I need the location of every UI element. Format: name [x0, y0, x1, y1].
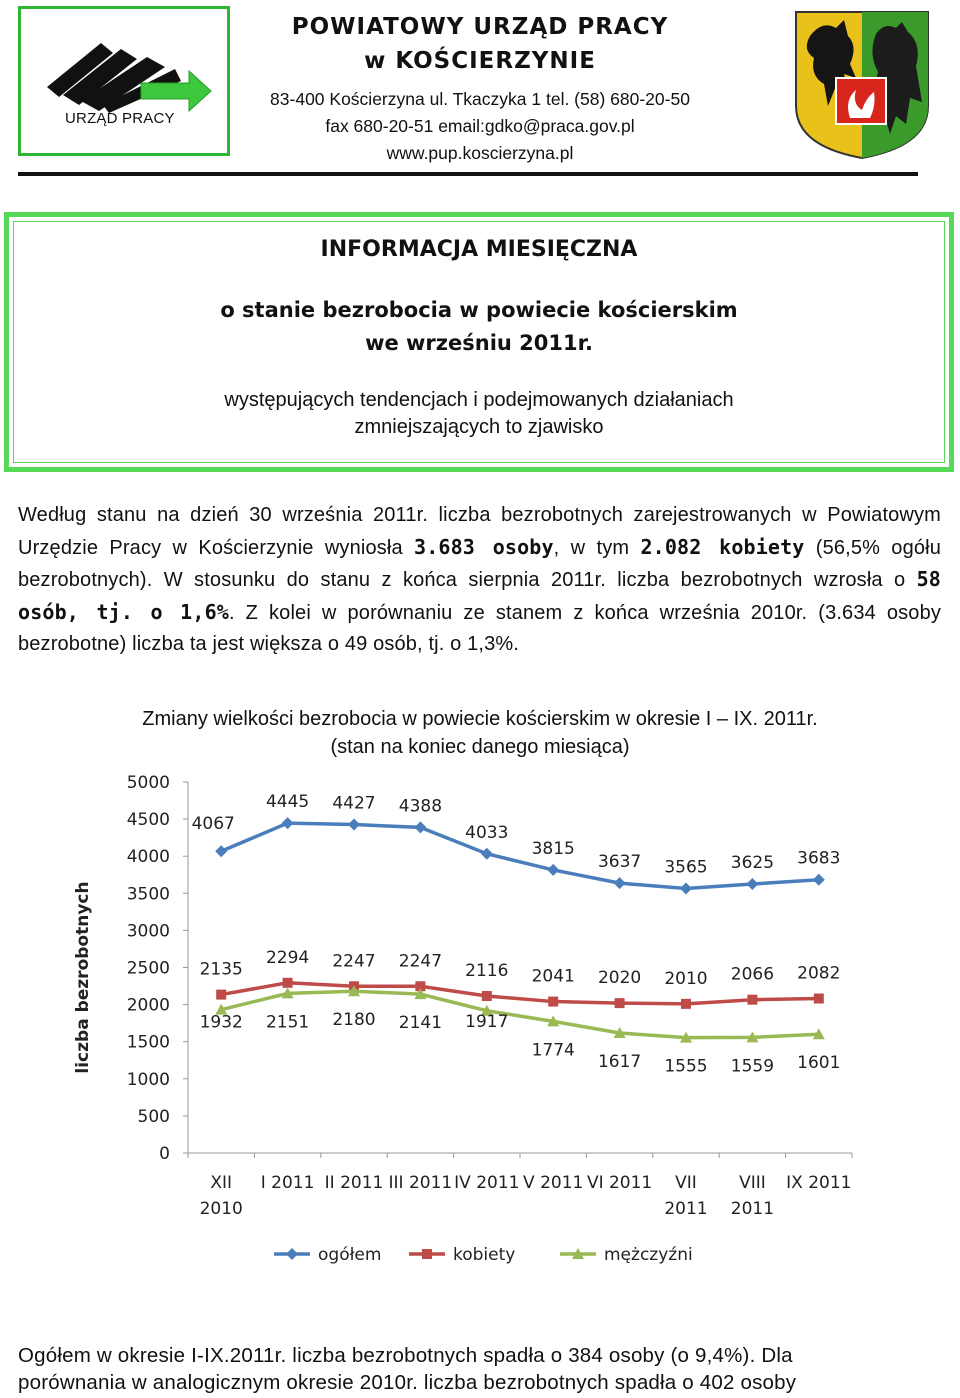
- data-point: [681, 999, 691, 1009]
- org-name-line2: w KOŚCIERZYNIE: [364, 48, 596, 74]
- y-tick-label: 5000: [126, 773, 170, 793]
- data-label: 3625: [730, 853, 775, 874]
- data-label: 2020: [597, 968, 642, 989]
- address-line2: fax 680-20-51 email:gdko@praca.gov.pl: [325, 116, 635, 136]
- para-text-1: Według stanu na dzień 30 września 2011r. liczba bezrobotnych zarejestrowanych w Powiatowym Urzędzie Pracy w Kościerzynie wyniosła: [18, 504, 941, 559]
- legend-marker: [286, 1248, 298, 1260]
- data-label: 3637: [597, 852, 642, 873]
- para-bold-women: 2.082 kobiety: [640, 534, 805, 559]
- data-point: [283, 978, 293, 988]
- data-label: 2135: [199, 959, 243, 980]
- x-category-label: XII: [210, 1173, 233, 1193]
- x-category-label: 2011: [664, 1199, 708, 1219]
- data-label: 2151: [265, 1012, 310, 1033]
- info-desc-line1: występujących tendencjach i podejmowanych działaniach: [224, 389, 734, 411]
- legend-label: mężczyźni: [604, 1245, 693, 1265]
- para-bold-increase: 58 osób, tj. o 1,6%: [18, 567, 941, 624]
- y-tick-label: 0: [159, 1144, 170, 1164]
- data-label: 2141: [398, 1013, 443, 1034]
- data-point: [813, 874, 825, 886]
- logo-text: URZĄD PRACY: [65, 110, 175, 127]
- data-point: [747, 995, 757, 1005]
- data-label: 1601: [797, 1053, 841, 1074]
- data-point: [482, 991, 492, 1001]
- para-text-4: . Z kolei w porównaniu ze stanem z końca września 2010r. (3.634 osoby bezrobotne) liczba ta jest większa o 49 osób, tj. o 1,3%.: [18, 601, 941, 655]
- chart-subtitle: (stan na koniec danego miesiąca): [330, 736, 630, 758]
- x-category-label: VIII: [739, 1173, 766, 1193]
- data-label: 4388: [398, 796, 443, 817]
- data-point: [548, 997, 558, 1007]
- legend-label: ogółem: [318, 1245, 382, 1265]
- data-label: 4067: [191, 814, 235, 835]
- y-tick-label: 1500: [126, 1032, 170, 1053]
- y-tick-label: 500: [137, 1106, 170, 1127]
- y-tick-label: 3500: [126, 884, 170, 905]
- data-label: 3815: [531, 838, 575, 859]
- data-label: 1932: [199, 1012, 243, 1033]
- x-category-label: VII: [675, 1173, 697, 1193]
- x-category-label: V 2011: [523, 1173, 584, 1193]
- data-point: [680, 882, 692, 894]
- urzad-pracy-logo: [18, 6, 230, 156]
- closing-line2: porównania w analogicznym okresie 2010r. liczba bezrobotnych spadła o 402 osoby: [18, 1371, 797, 1394]
- data-label: 2082: [797, 963, 841, 984]
- y-tick-label: 3000: [126, 921, 170, 942]
- chart-title: Zmiany wielkości bezrobocia w powiecie kościerskim w okresie I – IX. 2011r.: [142, 708, 818, 730]
- para-text-3: (56,5% ogółu bezrobotnych). W stosunku do stanu z końca sierpnia 2011r. liczba bezrobotnych wzrosła o: [18, 536, 941, 591]
- x-category-label: IV 2011: [454, 1173, 520, 1193]
- para-bold-total: 3.683 osoby: [414, 534, 554, 559]
- legend-label: kobiety: [453, 1245, 516, 1265]
- closing-paragraph: [18, 1342, 941, 1396]
- data-label: 4445: [265, 792, 310, 813]
- data-label: 2041: [531, 966, 575, 987]
- info-desc-line2: zmniejszających to zjawisko: [354, 416, 604, 438]
- data-point: [615, 998, 625, 1008]
- data-point: [814, 994, 824, 1004]
- data-label: 2116: [465, 960, 509, 981]
- info-box: [4, 212, 954, 472]
- data-label: 1555: [664, 1056, 708, 1077]
- data-point: [282, 817, 294, 829]
- y-tick-label: 4500: [126, 810, 170, 831]
- x-category-label: III 2011: [388, 1173, 453, 1193]
- address-line1: 83-400 Kościerzyna ul. Tkaczyka 1 tel. (58) 680-20-50: [270, 89, 690, 109]
- info-subtitle-line1: o stanie bezrobocia w powiecie kościerskim: [220, 298, 738, 322]
- data-label: 1617: [597, 1052, 642, 1073]
- data-label: 2247: [332, 951, 376, 972]
- x-category-label: I 2011: [260, 1173, 315, 1193]
- x-category-label: 2010: [199, 1199, 243, 1219]
- header-divider: [18, 172, 918, 176]
- data-label: 4033: [465, 822, 509, 843]
- y-tick-label: 2500: [126, 958, 170, 979]
- x-category-label: 2011: [730, 1199, 775, 1219]
- coat-of-arms-icon: [792, 6, 932, 160]
- data-label: 3565: [664, 857, 708, 878]
- legend-marker: [422, 1249, 432, 1259]
- data-label: 1559: [730, 1056, 775, 1077]
- info-title: INFORMACJA MIESIĘCZNA: [320, 237, 638, 262]
- data-label: 1917: [465, 1011, 509, 1032]
- unemployment-line-chart: [0, 760, 960, 1300]
- x-category-label: II 2011: [324, 1173, 384, 1193]
- series-line-0: [221, 823, 819, 888]
- website-link[interactable]: www.pup.koscierzyna.pl: [386, 143, 574, 163]
- data-label: 2294: [265, 947, 310, 968]
- data-label: 2180: [332, 1010, 376, 1031]
- x-category-label: VI 2011: [586, 1173, 653, 1193]
- data-label: 2247: [398, 951, 443, 972]
- data-point: [215, 845, 227, 857]
- data-label: 2066: [730, 964, 775, 985]
- y-tick-label: 2000: [126, 995, 170, 1016]
- x-category-label: IX 2011: [786, 1173, 852, 1193]
- data-label: 4427: [332, 793, 376, 814]
- summary-paragraph: [18, 500, 941, 661]
- data-point: [547, 864, 559, 876]
- info-subtitle-line2: we wrześniu 2011r.: [365, 331, 593, 355]
- data-point: [746, 878, 758, 890]
- data-point: [216, 990, 226, 1000]
- logo-graphic: [21, 9, 227, 153]
- org-name-line1: POWIATOWY URZĄD PRACY: [291, 14, 669, 40]
- para-text-2: , w tym: [553, 536, 641, 559]
- data-label: 1774: [531, 1040, 575, 1061]
- data-label: 2010: [664, 968, 708, 989]
- y-tick-label: 1000: [126, 1069, 170, 1090]
- y-axis-title: liczba bezrobotnych: [73, 881, 93, 1074]
- closing-line1: Ogółem w okresie I-IX.2011r. liczba bezrobotnych spadła o 384 osoby (o 9,4%). Dla: [18, 1344, 793, 1367]
- data-point: [414, 821, 426, 833]
- y-tick-label: 4000: [126, 847, 170, 868]
- data-label: 3683: [797, 848, 841, 869]
- data-point: [348, 819, 360, 831]
- data-point: [481, 848, 493, 860]
- data-point: [614, 877, 626, 889]
